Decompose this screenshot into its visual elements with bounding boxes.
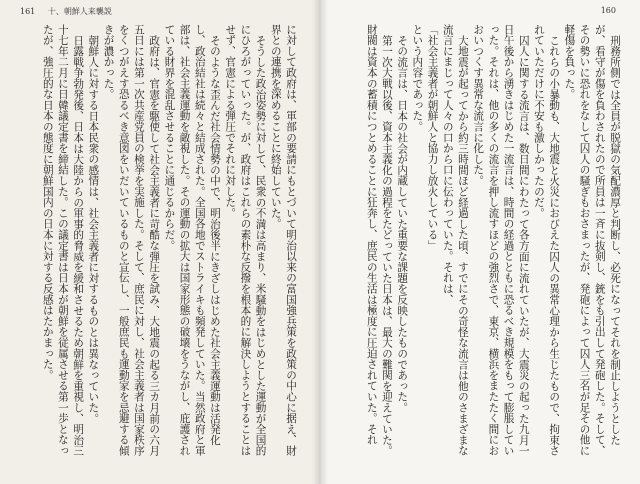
paragraph: 大地震が起ってから約三時間ほど経過した頃、すでにその奇怪な流言は他のさまざまな流言にまじって人々の口から口に伝わっていた。それは、 bbox=[441, 24, 469, 456]
paragraph: 政府は、官憲を駆使して社会主義者に苛酷な弾圧を試み、大地震の起る三カ月前の六月五日には第一次共産党員の検挙を実施した。そして、庶民に対し、社会主義者は国家秩序をくつがえす恐るべき意図をいだいているものと宣伝し、一般庶民も運動家を忌避する傾きが濃かった。 bbox=[102, 24, 161, 456]
paragraph: 日露戦争勃発後、日本は大陸からの軍事的脅威を緩和させるため朝鮮を重視し、明治三十七年二月に日韓議定書を締結した。この議定書は日本が朝鮮を従属させる第一歩となったが、強圧的な日本の態度に朝鮮国内の日本に対する反感はたかまった。 bbox=[41, 24, 85, 456]
paragraph: そのような歪んだ社会情勢の中で、明治後半にきざしはじめた社会主義運動は活発化し、政治結社は続々と結成された。全国各地でストライキも頻発していた。当然政府と軍部は、社会主義運動を敵視した。その運動の拡大は国家形態の破壊をうながし、庇護されている財界を混乱させることに通じるからだ。 bbox=[163, 24, 221, 456]
left-page-number: 161 bbox=[20, 7, 36, 16]
paragraph: そうした政治姿勢に対して、民衆の不満は高まり、米騒動をはじめとした運動が全国的にひろがっていった。が、政府はこれらの素朴な反撥を根本的に解決しようとすることはせず、官憲による弾圧でそれに対した。 bbox=[224, 24, 267, 456]
quoted-rumor: 「社会主義者が朝鮮人と協力し放火している」 bbox=[426, 24, 439, 251]
paragraph: に対して政府は、軍部の要請にもとづいて明治以来の富国強兵策を政策の中心に据え、財界との連携を深めることに終始していた。 bbox=[269, 24, 297, 456]
paragraph: という内容であった。 bbox=[411, 24, 424, 132]
paragraph: 刑務所側では全員が脱獄の気配濃厚と判断し、必死になってそれを制止しようとしたが、看守が傷を負わされたので所員は一斉に抜剣し、銃をも引出して発砲した。そして、その勢いに恐れをなして囚人の騒ぎもおさまったが、発砲によって囚人三名が足その他に軽傷を負った。 bbox=[563, 24, 621, 456]
left-page-body bbox=[18, 24, 298, 460]
paragraph: これらの小暴動も、大地震と火災におびえた囚人の異常心理から生じたもので、拘束されていただけに不安も激しかったのだ。 bbox=[532, 24, 561, 456]
right-page-body bbox=[346, 24, 622, 460]
right-page-number: 160 bbox=[600, 6, 616, 15]
paragraph: その流言は、日本の社会が内蔵していた重要な課題を反映したものであった。 bbox=[396, 34, 409, 413]
left-page-header bbox=[20, 6, 112, 17]
paragraph: 第一次大戦以後、資本主義化の過程をたどっていた日本は、最大の難関を迎えていた。財閥は資本の蓄積につとめることに狂奔し、庶民の生活は極度に圧迫されていた。それ bbox=[365, 24, 393, 456]
book-gutter bbox=[312, 0, 328, 484]
right-page bbox=[320, 0, 640, 484]
running-head: 十、朝鮮人来襲説 bbox=[47, 7, 112, 16]
paragraph: 囚人に関する流言は、数日間にわたって各方面に流れていたが、大震災の起った九月一日午後から湧きはじめた一流言は、時間の経過とともに恐るべき規模をもって膨脹していった。それは、他の多くの流言を押し流すほどの強烈さで、東京、横浜をまたたく間におおいつくす異常な流言に化した。 bbox=[472, 24, 530, 456]
paragraph: 朝鮮人に対する日本民衆の感情は、社会主義者に対するものとは異なっていた。 bbox=[87, 34, 100, 424]
